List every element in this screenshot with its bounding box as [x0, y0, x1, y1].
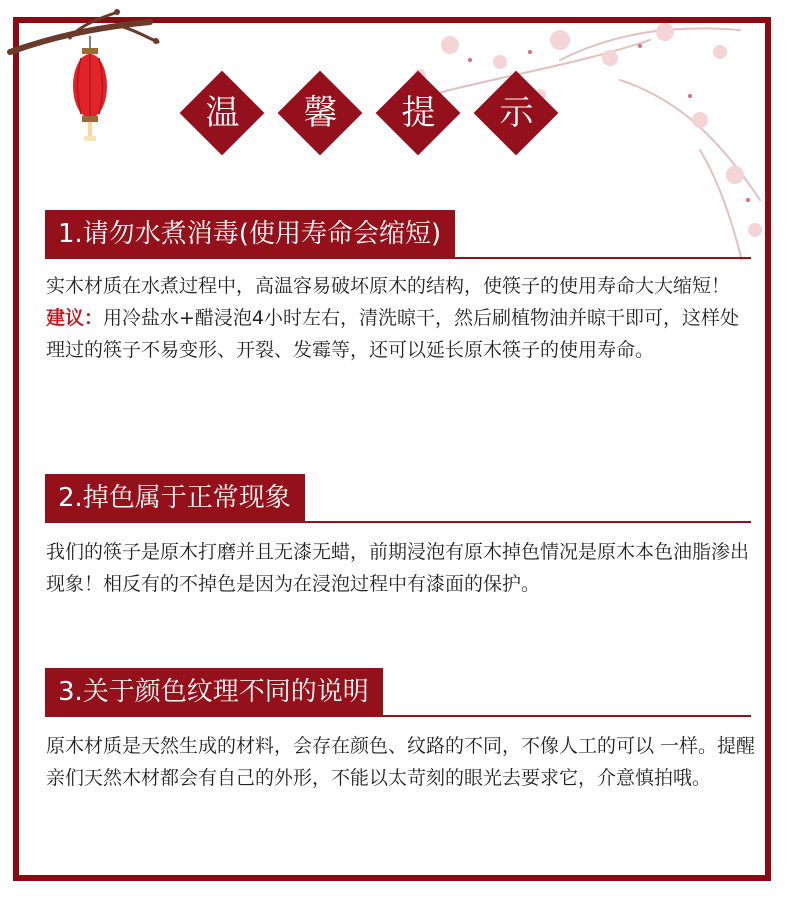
header-diamond-2	[278, 71, 363, 156]
header-diamond-3	[376, 71, 461, 156]
section-2-body: 我们的筷子是原木打磨并且无漆无蜡，前期浸泡有原木掉色情况是原木本色油脂渗出现象！相反有的不掉色是因为在浸泡过程中有漆面的保护。	[46, 541, 750, 595]
lantern-icon	[66, 36, 114, 146]
section-divider	[45, 521, 751, 523]
advice-text: 用冷盐水+醋浸泡4小时左右，清洗晾干，然后刷植物油并晾干即可，这样处理过的筷子不易变形、开裂、发霉等，还可以延长原木筷子的使用寿命。	[46, 307, 740, 361]
section-1-title: 1.请勿水煮消毒(使用寿命会缩短)	[45, 210, 455, 258]
section-divider	[45, 257, 751, 259]
section-1-paragraph: 实木材质在水煮过程中，高温容易破坏原木的结构，使筷子的使用寿命大大缩短！	[46, 275, 731, 297]
header-diamond-1	[180, 71, 265, 156]
section-2-title: 2.掉色属于正常现象	[45, 474, 305, 522]
section-3-body: 原木材质是天然生成的材料，会存在颜色、纹路的不同，不像人工的可以 一样。提醒亲们天然木材都会有自己的外形，不能以太苛刻的眼光去要求它，介意慎拍哦。	[46, 735, 756, 789]
header-char: 馨	[303, 93, 338, 133]
header-char: 温	[205, 93, 240, 133]
header-char: 提	[401, 93, 436, 133]
section-3-title: 3.关于颜色纹理不同的说明	[45, 668, 383, 716]
section-divider	[45, 715, 751, 717]
section-1-body	[46, 270, 758, 366]
header-diamond-4	[474, 71, 559, 156]
section-1-advice	[46, 302, 758, 366]
advice-label: 建议：	[46, 307, 104, 329]
header-char: 示	[499, 93, 534, 133]
